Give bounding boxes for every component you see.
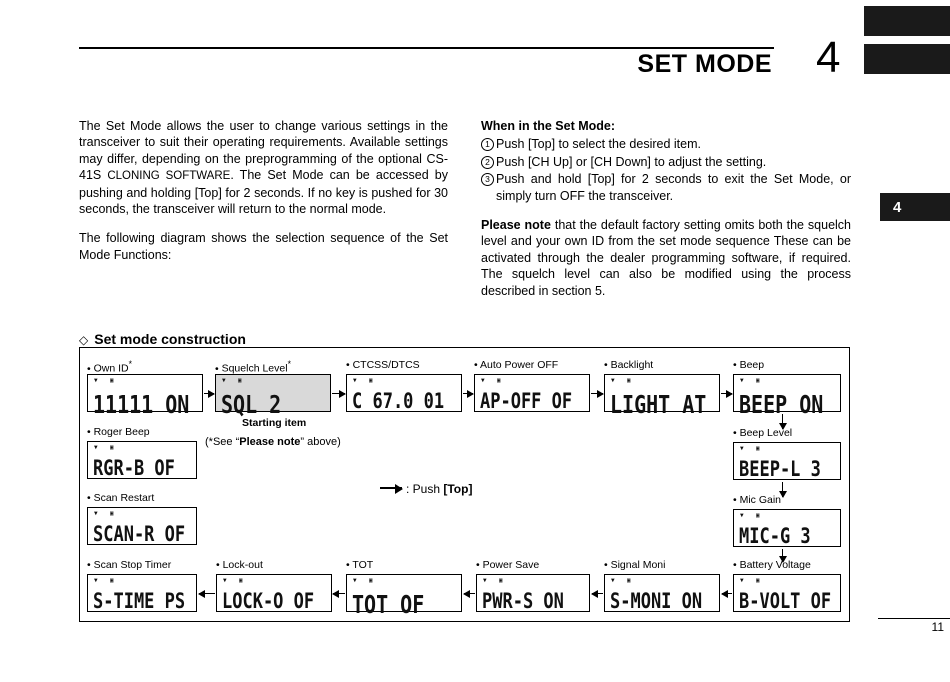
step-number-1-icon: 1 (481, 138, 494, 151)
arrow-signalmoni-to-powersave (592, 593, 603, 594)
lcd-antenna-icon: ▣ (499, 577, 503, 584)
arrow-tot-to-lockout (333, 593, 345, 594)
label-auto-power-off: • Auto Power OFF (474, 359, 558, 371)
lcd-roger-beep (87, 441, 197, 479)
arrow-squelch-to-ctcss (332, 393, 345, 394)
lcd-antenna-icon: ▣ (110, 510, 114, 517)
label-beep: • Beep (733, 359, 764, 371)
intro-text-a: The Set Mode allows the user to change various settings in the transceiver to suit their operating requirements. Available settings may differ, depending on the preprogramming of the optional CS-41S (79, 119, 448, 183)
lcd-beep (733, 374, 841, 419)
arrow-apo-to-backlight (591, 393, 603, 394)
lcd-text: BEEP ON (739, 389, 824, 419)
lcd-indicator-icon: ▼ (740, 445, 744, 452)
lcd-indicator-icon: ▼ (483, 577, 487, 584)
lcd-indicator-icon: ▼ (94, 444, 98, 451)
lcd-text: B-VOLT OF (739, 589, 832, 614)
lcd-antenna-icon: ▣ (238, 377, 242, 384)
lcd-lock-out (216, 574, 332, 612)
label-squelch-level: • Squelch Level* (215, 359, 291, 375)
arrow-beeplevel-to-micgain (782, 482, 783, 497)
header-rule (79, 47, 774, 49)
lcd-antenna-icon: ▣ (110, 444, 114, 451)
footer-rule (878, 618, 950, 619)
diagram-title-text: Set mode construction (94, 331, 246, 347)
lcd-signal-moni (604, 574, 720, 612)
step-number-2-icon: 2 (481, 156, 494, 169)
see-note-text: (*See “Please note” above) (205, 436, 341, 448)
please-note-label: Please note (481, 218, 551, 233)
label-beep-level: • Beep Level (733, 427, 792, 439)
lcd-indicator-icon: ▼ (222, 377, 226, 384)
diagram-title (79, 331, 246, 347)
lcd-text: S-TIME PS (93, 589, 186, 614)
header-block-bottom (864, 44, 950, 74)
lcd-text: PWR-S ON (482, 589, 564, 614)
lcd-indicator-icon: ▼ (94, 577, 98, 584)
legend-text: : Push (406, 482, 444, 496)
lcd-scan-stop-timer (87, 574, 197, 612)
lcd-scan-restart (87, 507, 197, 545)
lcd-indicator-icon: ▼ (353, 377, 357, 384)
lcd-tot (346, 574, 462, 619)
arrow-backlight-to-beep (721, 393, 732, 394)
lcd-antenna-icon: ▣ (110, 577, 114, 584)
lcd-indicator-icon: ▼ (353, 577, 357, 584)
label-roger-beep: • Roger Beep (87, 426, 150, 438)
lcd-antenna-icon: ▣ (369, 377, 373, 384)
left-column (79, 118, 448, 276)
label-power-save: • Power Save (476, 559, 539, 571)
intro-text-b: . The Set Mode can be accessed by pushing and holding [Top] for 2 seconds. If no key is pushed for 30 seconds, the transceiver will return to the normal mode. (79, 168, 448, 217)
lcd-indicator-icon: ▼ (740, 377, 744, 384)
arrow-lockout-to-scanstop (199, 593, 215, 594)
lcd-indicator-icon: ▼ (94, 377, 98, 384)
arrow-battery-to-signalmoni (722, 593, 732, 594)
lcd-text: LOCK-O OF (222, 589, 315, 614)
label-scan-stop-timer: • Scan Stop Timer (87, 559, 171, 571)
lcd-antenna-icon: ▣ (239, 577, 243, 584)
lcd-text: 11111 ON (93, 389, 190, 419)
lcd-backlight (604, 374, 720, 419)
label-tot: • TOT (346, 559, 373, 571)
lcd-power-save (476, 574, 590, 612)
lcd-text: C 67.0 01 (352, 389, 445, 414)
lcd-text: AP-OFF OF (480, 389, 573, 414)
lcd-antenna-icon: ▣ (756, 445, 760, 452)
lcd-text: BEEP-L 3 (739, 457, 821, 482)
lcd-antenna-icon: ▣ (110, 377, 114, 384)
diamond-icon: ◇ (79, 333, 89, 347)
lcd-auto-power-off (474, 374, 590, 412)
lcd-battery-voltage (733, 574, 841, 612)
lcd-ctcss-dtcs (346, 374, 462, 412)
cloning-software-text: CLONING SOFTWARE (107, 170, 231, 183)
lcd-indicator-icon: ▼ (740, 577, 744, 584)
arrow-icon (380, 487, 402, 489)
when-in-set-mode-heading: When in the Set Mode: (481, 119, 616, 133)
step-number-3-icon: 3 (481, 173, 494, 186)
lcd-antenna-icon: ▣ (627, 577, 631, 584)
chapter-number: 4 (816, 33, 841, 82)
intro-paragraph (79, 118, 448, 217)
starting-item-label: Starting item (242, 417, 307, 429)
step-1-text: Push [Top] to select the desired item. (496, 137, 701, 152)
page-number: 11 (931, 620, 944, 634)
legend-key: [Top] (443, 482, 473, 496)
step-3-text: Push and hold [Top] for 2 seconds to exit the Set Mode, or simply turn OFF the transceiver. (496, 172, 851, 203)
label-battery-voltage: • Battery Voltage (733, 559, 811, 571)
lcd-text: SCAN-R OF (93, 522, 186, 547)
diagram-intro-paragraph: The following diagram shows the selection sequence of the Set Mode Functions: (79, 231, 448, 262)
lcd-indicator-icon: ▼ (611, 577, 615, 584)
arrow-ctcss-to-apo (463, 393, 473, 394)
right-column (481, 118, 851, 312)
please-note-text: that the default factory setting omits both the squelch level and your own ID from the set mode sequence These can be activated through the dealer programming software, if required. The squelch level can also be modified using the process described in section 5. (481, 218, 851, 298)
arrow-ownid-to-squelch (204, 393, 214, 394)
please-note-paragraph (481, 217, 851, 299)
lcd-antenna-icon: ▣ (627, 377, 631, 384)
lcd-antenna-icon: ▣ (756, 512, 760, 519)
list-item (481, 136, 851, 152)
lcd-indicator-icon: ▼ (740, 512, 744, 519)
lcd-mic-gain (733, 509, 841, 547)
lcd-indicator-icon: ▼ (94, 510, 98, 517)
lcd-beep-level (733, 442, 841, 480)
lcd-antenna-icon: ▣ (756, 377, 760, 384)
lcd-antenna-icon: ▣ (497, 377, 501, 384)
label-own-id: • Own ID* (87, 359, 132, 375)
lcd-antenna-icon: ▣ (369, 577, 373, 584)
lcd-indicator-icon: ▼ (223, 577, 227, 584)
label-signal-moni: • Signal Moni (604, 559, 665, 571)
lcd-text: LIGHT AT (610, 389, 707, 419)
lcd-indicator-icon: ▼ (611, 377, 615, 384)
list-item (481, 154, 851, 170)
lcd-text: RGR-B OF (93, 456, 175, 481)
lcd-text: MIC-G 3 (739, 524, 811, 549)
section-tab: 4 (880, 193, 950, 221)
page-title: SET MODE (637, 50, 772, 78)
set-mode-diagram (79, 347, 850, 622)
set-mode-steps (481, 136, 851, 204)
label-ctcss-dtcs: • CTCSS/DTCS (346, 359, 420, 371)
label-lock-out: • Lock-out (216, 559, 263, 571)
lcd-antenna-icon: ▣ (756, 577, 760, 584)
label-scan-restart: • Scan Restart (87, 492, 154, 504)
lcd-text: TOT OF (352, 589, 425, 619)
header-block-top (864, 6, 950, 36)
step-2-text: Push [CH Up] or [CH Down] to adjust the setting. (496, 154, 767, 169)
lcd-squelch-level (215, 374, 331, 419)
arrow-powersave-to-tot (464, 593, 475, 594)
lcd-text: SQL 2 (221, 389, 282, 419)
label-mic-gain: • Mic Gain (733, 494, 781, 506)
list-item (481, 171, 851, 204)
label-backlight: • Backlight (604, 359, 653, 371)
legend (380, 482, 472, 496)
lcd-indicator-icon: ▼ (481, 377, 485, 384)
lcd-own-id (87, 374, 203, 419)
lcd-text: S-MONI ON (610, 589, 703, 614)
